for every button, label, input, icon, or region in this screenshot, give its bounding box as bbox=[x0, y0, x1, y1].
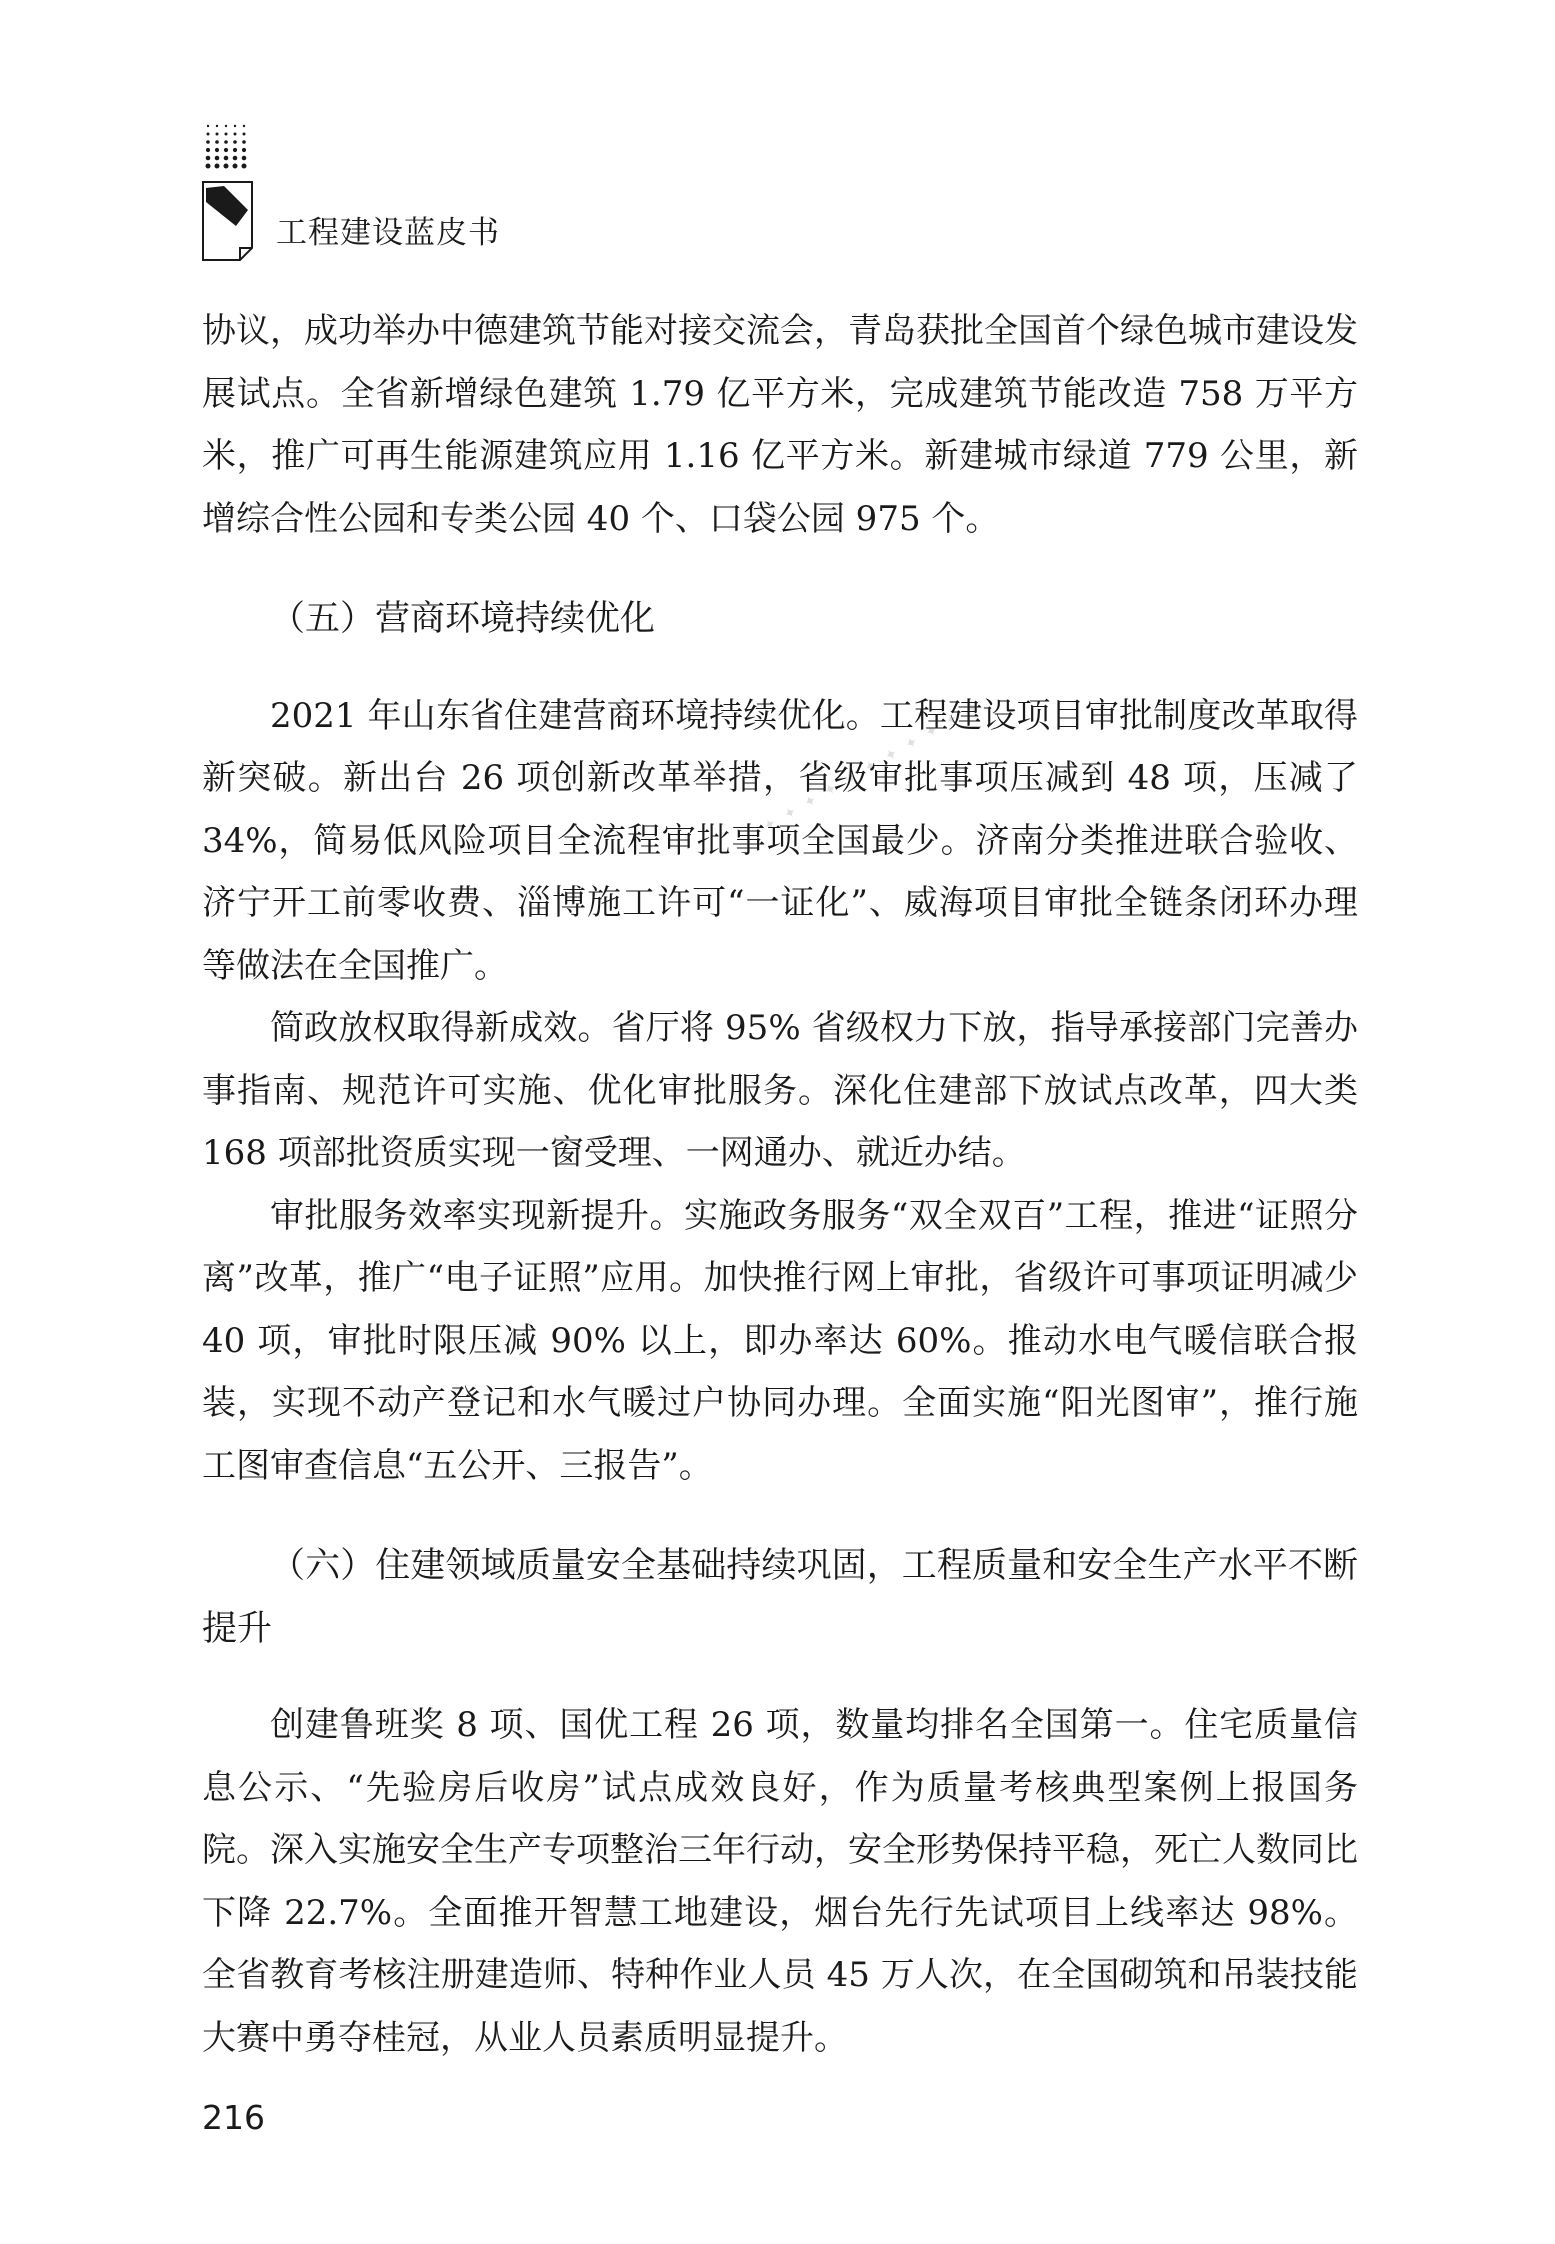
book-logo-icon bbox=[200, 122, 258, 262]
paragraph-business-environment: 2021 年山东省住建营商环境持续优化。工程建设项目审批制度改革取得新突破。新出台 26 项创新改革举措，省级审批事项压减到 48 项，压减了 34%，简易低风险项目全流程审批事项全国最少。济南分类推进联合验收、济宁开工前零收费、淄博施工许可“一证化”、威海项目审批全链条闭环办理等做法在全国推广。 bbox=[202, 695, 1358, 986]
book-series-title: 工程建设蓝皮书 bbox=[276, 215, 500, 251]
faint-watermark: ✦ ✦ ✦ ✦ ✦ ✦ ✦ ✦ ✦ ✦ ✦ bbox=[760, 695, 985, 836]
paragraph-continued: 协议，成功举办中德建筑节能对接交流会，青岛获批全国首个绿色城市建设发展试点。全省新增绿色建筑 1.79 亿平方米，完成建筑节能改造 758 万平方米，推广可再生能源建筑应用 1.16 亿平方米。新建城市绿道 779 公里，新增综合性公园和专类公园 40 个、口袋公园 975 个。 bbox=[202, 311, 1358, 539]
paragraph-approval-efficiency: 审批服务效率实现新提升。实施政务服务“双全双百”工程，推进“证照分离”改革，推广“电子证照”应用。加快推行网上审批，省级许可事项证明减少 40 项，审批时限压减 90% 以上，即办率达 60%。推动水电气暖信联合报装，实现不动产登记和水气暖过户协同办理。全面实施“阳光图审”，推行施工图审查信息“五公开、三报告”。 bbox=[202, 1195, 1358, 1486]
section-heading-6: （六）住建领域质量安全基础持续巩固，工程质量和安全生产水平不断提升 bbox=[202, 1546, 1358, 1649]
page-number: 216 bbox=[202, 2098, 265, 2137]
paragraph-quality-safety: 创建鲁班奖 8 项、国优工程 26 项，数量均排名全国第一。住宅质量信息公示、“先验房后收房”试点成效良好，作为质量考核典型案例上报国务院。深入实施安全生产专项整治三年行动，安全形势保持平稳，死亡人数同比下降 22.7%。全面推开智慧工地建设，烟台先行先试项目上线率达 98%。全省教育考核注册建造师、特种作业人员 45 万人次，在全国砌筑和吊装技能大赛中勇夺桂冠，从业人员素质明显提升。 bbox=[202, 1705, 1358, 2058]
paragraph-decentralization: 简政放权取得新成效。省厅将 95% 省级权力下放，指导承接部门完善办事指南、规范许可实施、优化审批服务。深化住建部下放试点改革，四大类 168 项部批资质实现一窗受理、一网通办、就近办结。 bbox=[202, 1008, 1358, 1173]
page-body bbox=[202, 300, 1358, 2069]
section-heading-5: （五）营商环境持续优化 bbox=[270, 599, 656, 639]
series-logo bbox=[200, 122, 258, 262]
